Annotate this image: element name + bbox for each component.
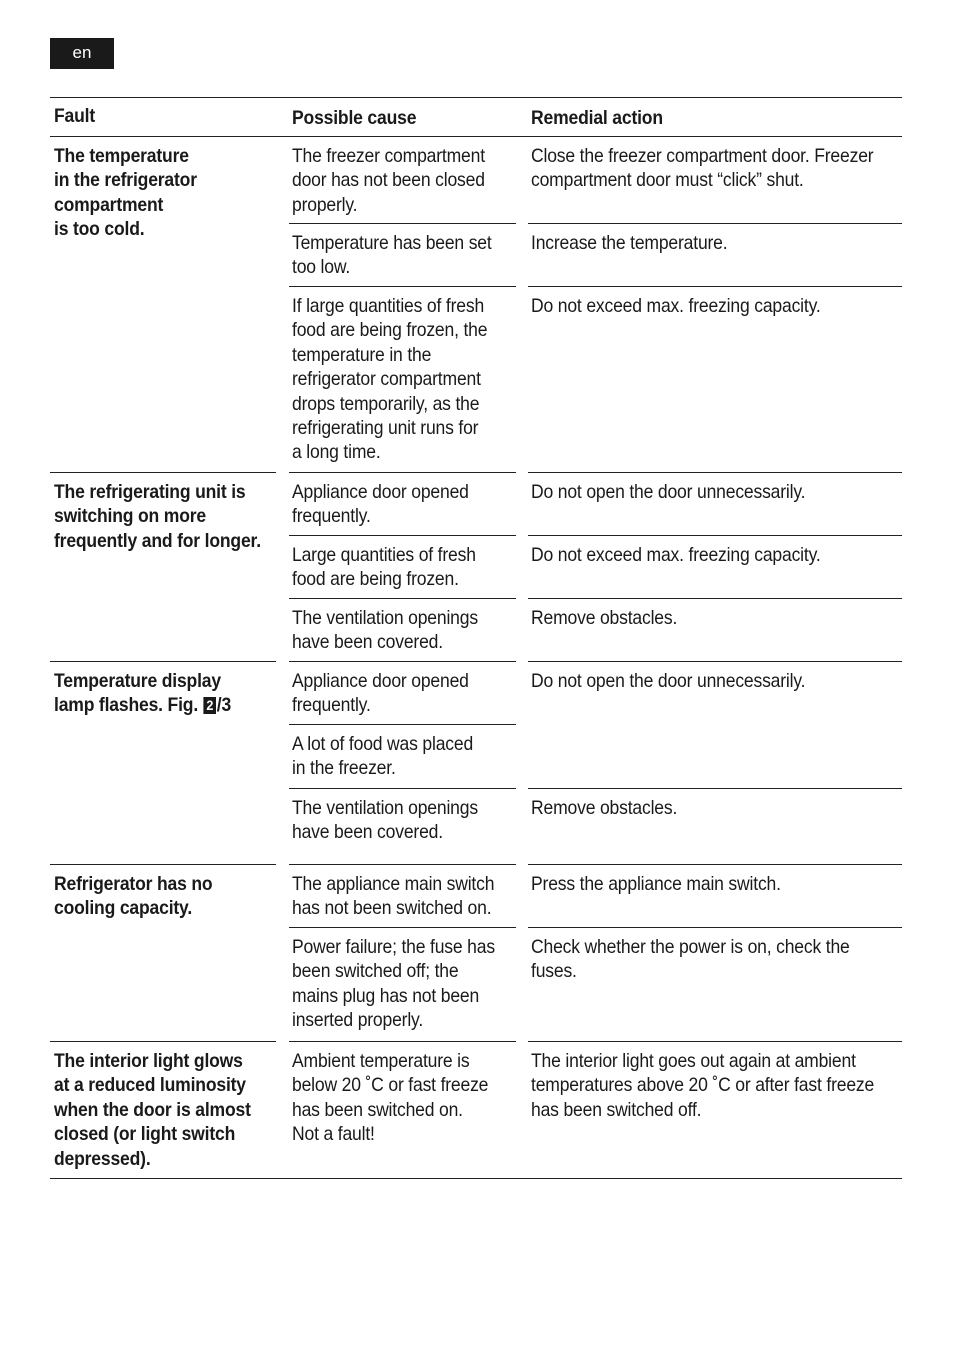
cause-text: a long time. bbox=[292, 441, 381, 464]
table-top-rule bbox=[50, 97, 902, 98]
fault-rule bbox=[50, 472, 276, 473]
cause-text: If large quantities of fresh bbox=[292, 295, 485, 317]
action-rule bbox=[528, 223, 902, 224]
cause-rule bbox=[289, 286, 516, 287]
header-cause: Possible cause bbox=[292, 107, 417, 129]
cause-text: food are being frozen, the bbox=[292, 319, 488, 342]
action-text: Do not exceed max. freezing capacity. bbox=[531, 544, 821, 566]
fault-rule bbox=[50, 661, 276, 662]
action-rule bbox=[528, 864, 902, 865]
cause-text: too low. bbox=[292, 256, 351, 279]
action-rule bbox=[528, 788, 902, 789]
header-action: Remedial action bbox=[531, 107, 663, 129]
cause-rule bbox=[289, 535, 516, 536]
cause-rule bbox=[289, 927, 516, 928]
action-rule bbox=[528, 1041, 902, 1042]
cause-text: has been switched on. bbox=[292, 1098, 463, 1121]
cause-rule bbox=[289, 472, 516, 473]
fault-text: switching on more bbox=[54, 505, 206, 528]
language-tab: en bbox=[50, 38, 114, 69]
action-text: temperatures above 20 ˚C or after fast freeze bbox=[531, 1074, 875, 1097]
action-rule bbox=[528, 286, 902, 287]
fault-text: compartment bbox=[54, 193, 164, 216]
fault-text: The temperature bbox=[54, 145, 189, 167]
fault-text: in the refrigerator bbox=[54, 169, 197, 192]
cause-rule bbox=[289, 223, 516, 224]
fault-rule bbox=[50, 1041, 276, 1042]
cause-text: properly. bbox=[292, 193, 358, 216]
action-text: Check whether the power is on, check the bbox=[531, 936, 850, 958]
cause-text: Large quantities of fresh bbox=[292, 544, 476, 566]
action-text: Increase the temperature. bbox=[531, 232, 728, 254]
cause-text: Temperature has been set bbox=[292, 232, 492, 254]
cause-text: below 20 ˚C or fast freeze bbox=[292, 1074, 489, 1097]
fault-text: The interior light glows bbox=[54, 1050, 243, 1072]
table-bottom-rule bbox=[50, 1178, 902, 1179]
action-rule bbox=[528, 661, 902, 662]
cause-rule bbox=[289, 724, 516, 725]
cause-text: inserted properly. bbox=[292, 1009, 424, 1032]
cause-rule bbox=[289, 788, 516, 789]
action-rule bbox=[528, 472, 902, 473]
cause-text: been switched off; the bbox=[292, 960, 459, 983]
cause-text: has not been switched on. bbox=[292, 897, 492, 920]
action-text: Do not open the door unnecessarily. bbox=[531, 481, 806, 503]
action-text: Press the appliance main switch. bbox=[531, 873, 781, 895]
action-text: Remove obstacles. bbox=[531, 607, 678, 629]
fault-text: at a reduced luminosity bbox=[54, 1074, 246, 1097]
action-rule bbox=[528, 927, 902, 928]
cause-text: A lot of food was placed bbox=[292, 733, 474, 755]
fault-text: Temperature display bbox=[54, 670, 221, 692]
cause-text: in the freezer. bbox=[292, 757, 396, 780]
cause-text: have been covered. bbox=[292, 631, 443, 654]
action-text: Do not open the door unnecessarily. bbox=[531, 670, 806, 692]
figure-number-badge: 2 bbox=[204, 697, 216, 714]
cause-text: frequently. bbox=[292, 694, 371, 717]
cause-text: refrigerating unit runs for bbox=[292, 417, 479, 439]
cause-text: Not a fault! bbox=[292, 1123, 375, 1146]
cause-text: Ambient temperature is bbox=[292, 1050, 470, 1072]
fault-text: depressed). bbox=[54, 1147, 151, 1170]
header-rule bbox=[50, 136, 902, 137]
cause-rule bbox=[289, 661, 516, 662]
cause-text: The appliance main switch bbox=[292, 873, 495, 895]
fault-text: cooling capacity. bbox=[54, 897, 193, 920]
cause-text: temperature in the bbox=[292, 343, 432, 366]
action-text: compartment door must “click” shut. bbox=[531, 169, 804, 192]
fault-text: is too cold. bbox=[54, 218, 145, 241]
fault-text: The refrigerating unit is bbox=[54, 481, 246, 503]
action-rule bbox=[528, 535, 902, 536]
cause-text: food are being frozen. bbox=[292, 568, 459, 591]
cause-rule bbox=[289, 1041, 516, 1042]
cause-text: have been covered. bbox=[292, 821, 443, 844]
action-text: fuses. bbox=[531, 960, 577, 983]
fault-text: frequently and for longer. bbox=[54, 529, 261, 552]
fault-text: lamp flashes. Fig. 2 /3 bbox=[54, 694, 232, 717]
fault-text: Refrigerator has no bbox=[54, 873, 213, 895]
cause-text: The ventilation openings bbox=[292, 797, 478, 819]
cause-text: The freezer compartment bbox=[292, 145, 485, 167]
figure-suffix: /3 bbox=[216, 694, 232, 717]
action-text: The interior light goes out again at ambient bbox=[531, 1050, 856, 1072]
cause-text: drops temporarily, as the bbox=[292, 392, 480, 415]
cause-rule bbox=[289, 598, 516, 599]
cause-text: frequently. bbox=[292, 505, 371, 528]
cause-text: The ventilation openings bbox=[292, 607, 478, 629]
action-rule bbox=[528, 598, 902, 599]
cause-text: mains plug has not been bbox=[292, 984, 480, 1007]
header-fault: Fault bbox=[54, 105, 96, 127]
action-text: Close the freezer compartment door. Freezer bbox=[531, 145, 874, 167]
fault-rule bbox=[50, 864, 276, 865]
action-text: Do not exceed max. freezing capacity. bbox=[531, 295, 821, 317]
cause-text: Appliance door opened bbox=[292, 481, 469, 503]
fault-text: closed (or light switch bbox=[54, 1123, 236, 1146]
action-text: has been switched off. bbox=[531, 1098, 702, 1121]
cause-text: Power failure; the fuse has bbox=[292, 936, 495, 958]
cause-text: refrigerator compartment bbox=[292, 368, 481, 391]
action-text: Remove obstacles. bbox=[531, 797, 678, 819]
cause-text: Appliance door opened bbox=[292, 670, 469, 692]
cause-text: door has not been closed bbox=[292, 169, 485, 192]
fault-text: when the door is almost bbox=[54, 1098, 251, 1121]
cause-rule bbox=[289, 864, 516, 865]
